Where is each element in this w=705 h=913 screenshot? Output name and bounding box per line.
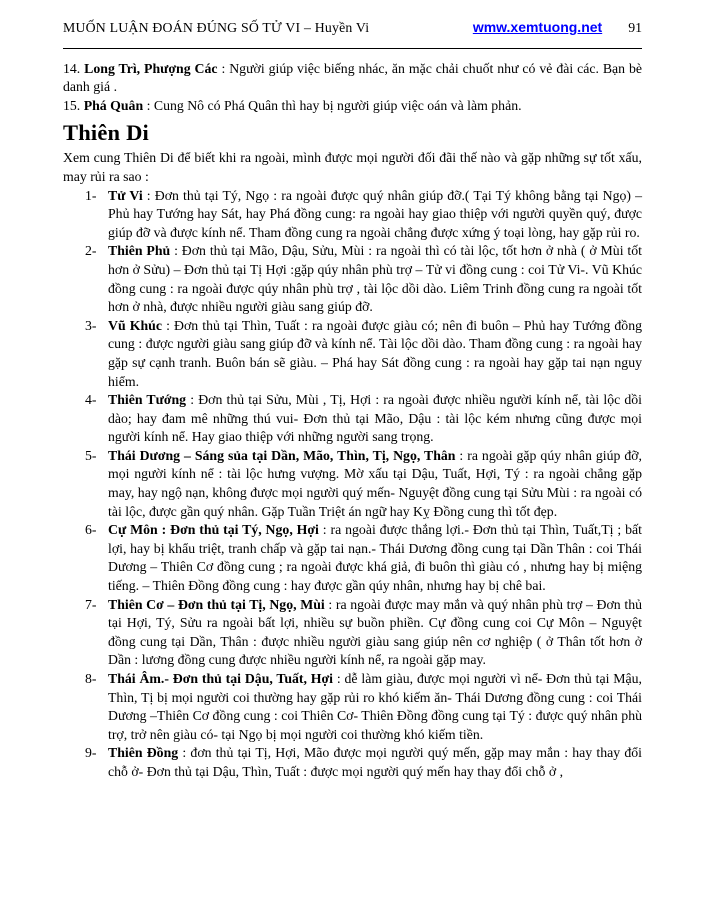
item-number: 1-: [85, 187, 97, 203]
item-number: 3-: [85, 317, 97, 333]
item-text: : Đơn thủ tại Thìn, Tuất : ra ngoài được giàu có; nên đi buôn – Phủ hay Tướng đồng cung : được người giàu sang giúp đỡ và kính nể. Tài lộc dồi dào. Tham đồng cung : ra ngoài hay gặp sự cạnh tranh. Buôn bán sẽ giàu. – Phá hay Sát đồng cung : ra ngoài hay gặp tai nạn nguy hiểm.: [108, 317, 642, 389]
item-text: : Cung Nô có Phá Quân thì hay bị người giúp việc oán và làm phản.: [143, 97, 522, 113]
item-text: : Người giúp việc biếng nhác, ăn mặc chải chuốt như có vẻ đài các. Bạn bè danh giá .: [63, 60, 643, 95]
list-item-2: [63, 242, 642, 316]
numbered-paragraph-15: [63, 97, 642, 116]
list-item-4: [63, 391, 642, 447]
item-number: 5-: [85, 447, 97, 463]
item-bold-lead: Cự Môn : Đơn thủ tại Tý, Ngọ, Hợi: [108, 522, 319, 538]
list-item-7: [63, 596, 642, 670]
numbered-list: [63, 187, 642, 782]
item-text: : ra ngoài gặp qúy nhân giúp đỡ, mọi người kính nể : tài lộc hưng vượng. Mờ xấu tại Dậu, Tuất, Hợi, Tý : ra ngoài chẳng gặp may, hay ngộ nạn, không được mọi người quý mến- Nguyệt đồng cung tại Sửu Mùi : ra ngoài có tài lộc, được gần quý nhân. Gặp Tuần Triệt án ngữ hay Kỵ Đồng cung thì tốt đẹp.: [108, 447, 642, 519]
list-item-6: [63, 521, 642, 595]
item-number: 15.: [63, 97, 84, 113]
item-number: 4-: [85, 392, 97, 408]
list-item-5: [63, 447, 642, 521]
item-number: 8-: [85, 671, 97, 686]
item-text: : ra ngoài được thắng lợi.- Đơn thủ tại Thìn, Tuất,Tị ; bất lợi, hay bị khẩu triệt, tranh chấp và gặp tai nạn.- Thái Dương đồng cung tại Dần Thân : coi Thái Dương – Thiên Cơ đồng cung ; ra ngoài được khá giả, đi buôn thì giàu có , nhưng hay bị miệng tiếng. – Thiên Đồng đồng cung : hay được gần qúy nhân, nhưng hay bị chê bai.: [108, 522, 642, 594]
item-bold-lead: Phá Quân: [83, 97, 144, 113]
item-number: 9-: [85, 745, 97, 761]
list-item-1: [63, 187, 642, 243]
header-right-group: [473, 18, 642, 38]
item-text: : dễ làm giàu, được mọi người vì nể- Đơn thủ tại Mậu, Thìn, Tị bị mọi người coi thường hay gặp rủi ro khó kiếm ăn- Thái Dương đồng cung : coi Thái Dương –Thiên Cơ đồng cung : coi Thiên Cơ- Thiên Đồng đồng cung tại Tý : được quý nhân phù trợ, trở nên giàu có- tại Ngọ bị mọi người coi thường khó kiếm tiền.: [108, 671, 642, 742]
section-title: Thiên Di: [63, 120, 149, 146]
list-item-9: [63, 744, 642, 781]
item-bold-lead: Thiên Đồng: [108, 745, 179, 761]
item-bold-lead: Thiên Phủ: [108, 243, 171, 259]
page-header: [63, 18, 642, 38]
item-text: : Đơn thủ tại Tý, Ngọ : ra ngoài được quý nhân giúp đỡ.( Tại Tý không bằng tại Ngọ) –Phủ hay Tướng hay Sát, hay Phá đồng cung: ra ngoài hay giao thiệp với người quyền quý, được giúp đỡ và được kính nể. Tham đồng cung ra ngoài chẳng được xứng ý toại lòng, hay gặp rủi ro.: [108, 187, 642, 240]
item-number: 6-: [85, 522, 97, 538]
page-content: [63, 60, 642, 782]
item-bold-lead: Vũ Khúc: [108, 317, 162, 333]
item-bold-lead: Tử Vi: [108, 187, 143, 203]
item-bold-lead: Thái Âm.- Đơn thủ tại Dậu, Tuất, Hợi: [108, 671, 334, 686]
item-text: : Đơn thủ tại Sửu, Mùi , Tị, Hợi : ra ngoài được nhiều người kính nể, tài lộc dồi dào; hay đam mê những thú vui- Đơn thủ tại Mão, Dậu : tài lộc kém nhưng cũng được mọi người kính nể. Hay giao thiệp với những người sang trọng.: [108, 392, 642, 445]
list-item-3: [63, 317, 642, 391]
site-link[interactable]: wmw.xemtuong.net: [472, 19, 603, 35]
item-number: 2-: [85, 243, 97, 259]
item-bold-lead: Long Trì, Phượng Các: [84, 60, 218, 76]
numbered-paragraph-14: [63, 60, 642, 97]
item-bold-lead: Thái Dương – Sáng sủa tại Dần, Mão, Thìn, Tị, Ngọ, Thân: [108, 447, 456, 463]
header-title: MUỐN LUẬN ĐOÁN ĐÚNG SỐ TỬ VI – Huyền Vi: [63, 20, 370, 35]
page-number: 91: [628, 20, 642, 35]
item-text: : đơn thủ tại Tị, Hợi, Mão được mọi người quý mến, gặp may mắn : hay thay đổi chỗ ở- Đơn thủ tại Dậu, Thìn, Tuất : được mọi người quý mến hay thay đổi chỗ ở ,: [108, 745, 642, 779]
item-bold-lead: Thiên Cơ – Đơn thủ tại Tị, Ngọ, Mùi: [108, 596, 325, 612]
item-text: : Đơn thủ tại Mão, Dậu, Sửu, Mùi : ra ngoài thì có tài lộc, tốt hơn ở nhà ( ở Mùi tốt hơn ở Sửu) – Đơn thủ tại Tị Hợi :gặp qúy nhân phù trợ – Tử vi đồng cung : coi Tử Vi-. Vũ Khúc đồng cung : ra ngoài được qúy nhân phù trợ , tài lộc dồi dào. Liêm Trinh đồng cung ra ngoài tốt hơn ở nhà, được nhiều người giàu sang giúp đỡ.: [108, 243, 642, 315]
item-number: 14.: [63, 60, 85, 76]
item-bold-lead: Thiên Tướng: [108, 392, 187, 408]
item-number: 7-: [85, 596, 97, 612]
header-divider: [63, 48, 642, 49]
list-item-8: [63, 670, 642, 744]
section-intro: Xem cung Thiên Di để biết khi ra ngoài, mình được mọi người đối đãi thế nào và gặp những sự tốt xấu, may rủi ra sao :: [63, 150, 642, 184]
item-text: : ra ngoài được may mắn và quý nhân phù trợ – Đơn thủ tại Hợi, Tý, Sửu ra ngoài bất lợi, nhiều sự buồn phiền. Cự đồng cung coi Cự Môn – Nguyệt đồng cung tại Dần, Thân : được nhiều người giàu sang giúp nên cơ nghiệp ( ở Thân tốt hơn ở Dần : lương đồng cung được nhiều người kính nể, ra ngoài gặp may.: [108, 596, 642, 668]
